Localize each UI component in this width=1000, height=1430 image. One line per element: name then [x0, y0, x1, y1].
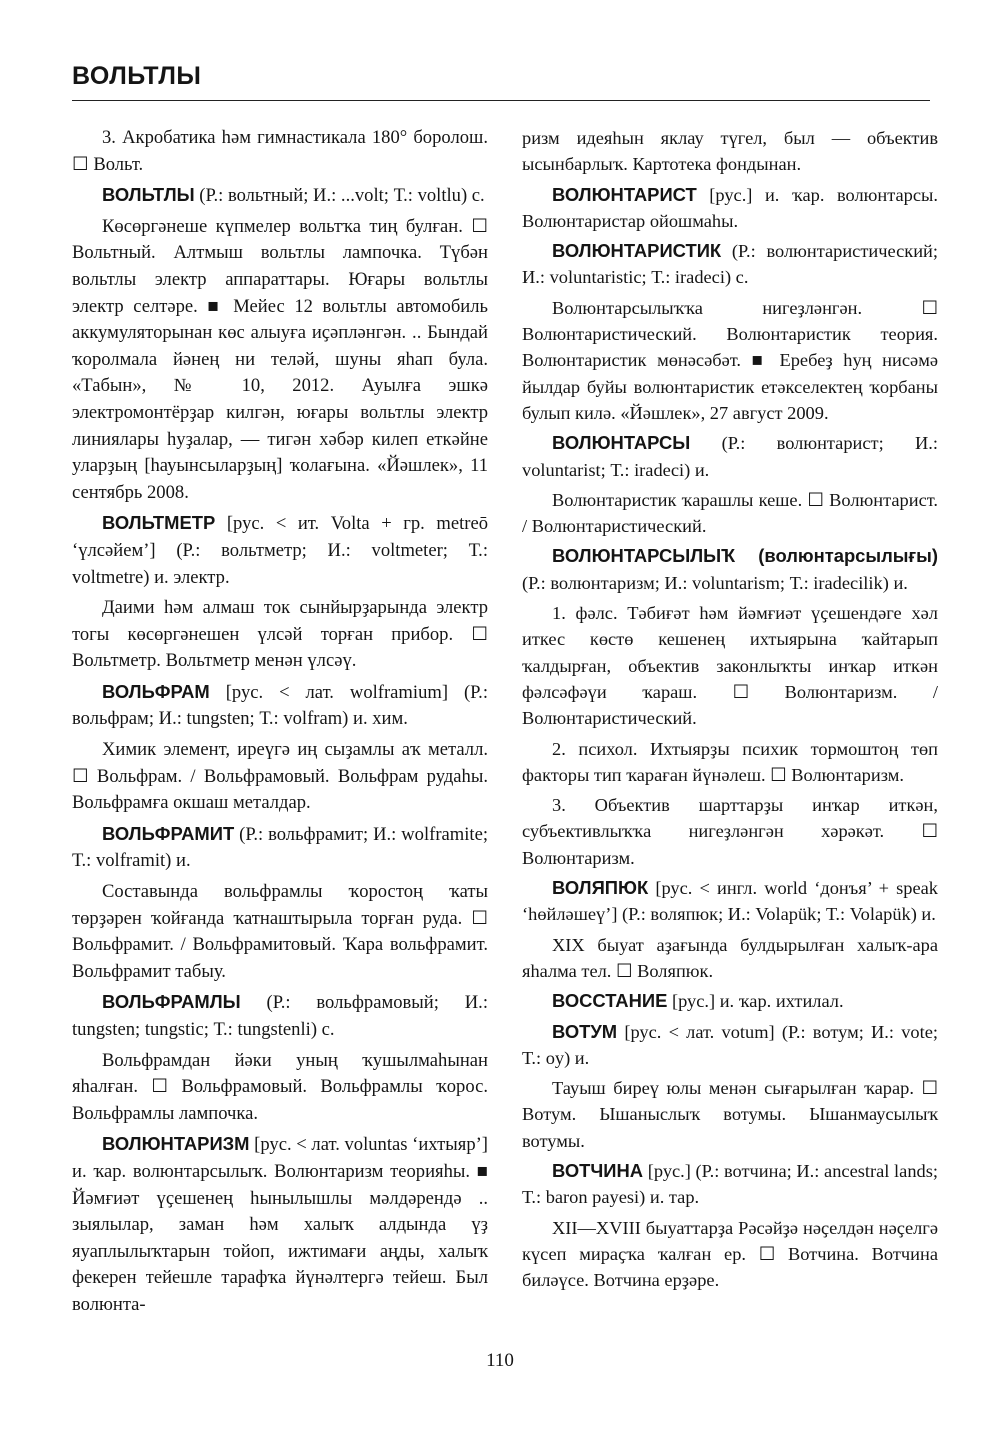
entry-paragraph — [522, 125, 938, 178]
entry-text: Көсөргәнеше күпмелер вольтҡа тиң булған. ☐ Вольтный. Алтмыш вольтлы лампочка. Түбән вольтлы электр аппараттары. Юғары вольтлы электр селтәре. ■ Мейес 12 вольтлы автомобиль аккумуляторынан көс алыуға иҫәпләнгән. .. Бындай ҡоролмала йәнең ни теләй, шуны яһап була. «Табын», № 10, 2012. Ауылға эшкә электромонтёрҙар килгән, юғары вольтлы электр линиялары һуҙалар, — тигән хәбәр килеп еткәйне уларҙың [һауынсыларҙың] ҡолағына. «Йәшлек», 11 сентябрь 2008. — [72, 215, 488, 503]
entry-paragraph — [72, 1048, 488, 1128]
entry-text: 3. Акробатика һәм гимнастикала 180° боролош. ☐ Вольт. — [72, 127, 488, 175]
entry-text: (Р.: волюнтаризм; И.: voluntarism; Т.: iradecilik) и. — [522, 572, 908, 593]
page-number: 110 — [486, 1350, 514, 1371]
entry-text: 1. фәлс. Тәбиғәт һәм йәмғиәт үҫешендәге хәл иткес көстө кешенең ихтыярына ҡайтарып ҡалдырған, объектив законлыҡты инҡар иткән фәлсәфәүи ҡараш. ☐ Волюнтаризм. / Волюнтаристический. — [522, 603, 938, 729]
entry-text: XIX быуат аҙағында булдырылған халыҡ-ара яһалма тел. ☐ Воляпюк. — [522, 934, 938, 981]
entry-text: 2. психол. Ихтыярҙы психик тормоштоң төп факторы тип ҡараған йүнәлеш. ☐ Волюнтаризм. — [522, 738, 938, 785]
entry-paragraph — [522, 487, 938, 540]
entry-headword: ВОЛЮНТАРИСТИК — [552, 240, 722, 262]
entry-headword: ВОЛЬТМЕТР — [102, 512, 216, 534]
dictionary-entry — [522, 430, 938, 483]
entry-paragraph — [72, 879, 488, 985]
entry-paragraph — [522, 792, 938, 871]
entry-text: [рус. < лат. voluntas ‘ихтыяр’] и. ҡар. волюнтарсылыҡ. Волюнтаризм теорияһы. ■ Йәмғиәт үҫешенең һынылышлы мәлдәрендә .. зыялылар, заман һәм халыҡ алдында үҙ яуаплылыҡтарын тойоп, ижтимағи аңды, халыҡ фекерен тейешле тарафҡа йүнәлтергә тейеш. Был волюнта- — [72, 1134, 488, 1315]
dictionary-entry — [72, 182, 488, 210]
entry-text: [рус. < лат. wolframium] (Р.: вольфрам; И.: tungsten; Т.: volfram) и. хим. — [72, 681, 488, 730]
entry-text: Даими һәм алмаш ток сынйырҙарында электр тогы көсөргәнешен үлсәй торған прибор. ☐ Вольтметр. Вольтметр менән үлсәү. — [72, 597, 488, 672]
entry-headword: ВОЛЮНТАРИЗМ — [102, 1133, 250, 1155]
entry-headword: ВОЛЮНТАРСЫ — [552, 432, 691, 454]
dictionary-entry — [72, 821, 488, 875]
entry-text: Тауыш биреү юлы менән сығарылған ҡарар. ☐ Вотум. Ышаныслыҡ вотумы. Ышанмаусылыҡ вотумы. — [522, 1078, 938, 1151]
entry-text: Волюнтаристик ҡарашлы кеше. ☐ Волюнтарист. / Волюнтаристический. — [522, 489, 938, 537]
entry-text: Химик элемент, иреүгә иң сыҙамлы аҡ металл. ☐ Вольфрам. / Вольфрамовый. Вольфрам рудаһы. Вольфрамға окшаш металдар. — [72, 739, 488, 814]
running-header-title: ВОЛЬТЛЫ — [72, 62, 202, 90]
entry-paragraph — [522, 932, 938, 985]
dictionary-entry — [522, 988, 938, 1014]
entry-text: ризм идеяһын яклау түгел, был — объектив ысынбарлыҡ. Картотека фондынан. — [522, 128, 938, 175]
entry-paragraph — [72, 214, 488, 507]
entry-text: [рус.] (Р.: вотчина; И.: ancestral lands; Т.: baron payesi) и. тар. — [522, 1160, 938, 1208]
entry-text: [рус. < ит. Volta + гр. metreō ‘үлсәйем’] (Р.: вольтметр; И.: voltmeter; Т.: voltmetre) и. электр. — [72, 513, 488, 588]
entry-headword: ВОЛЬФРАМЛЫ — [102, 991, 241, 1013]
dictionary-entry — [522, 1158, 938, 1211]
entry-paragraph — [522, 295, 938, 426]
right-column — [522, 125, 938, 1297]
entry-headword: ВОЛЬФРАМ — [102, 680, 210, 702]
header-rule — [72, 100, 930, 101]
entry-paragraph — [522, 1215, 938, 1294]
entry-headword: ВОТЧИНА — [552, 1159, 644, 1181]
entry-text: 3. Объектив шарттарҙы инҡар иткән, субъективлыҡҡа нигеҙләнгән хәрәкәт. ☐ Волюнтаризм. — [522, 795, 938, 868]
entry-text: (Р.: вольфрамовый; И.: tungsten; tungstic; Т.: tungstenli) с. — [72, 992, 488, 1040]
dictionary-entry — [522, 182, 938, 235]
entry-text: XII—XVIII быуаттарҙа Рәсәйҙә нәҫелдән нәҫелгә күсеп мираҫҡа ҡалған ер. ☐ Вотчина. Вотчина биләүсе. Вотчина ерҙәре. — [522, 1217, 938, 1291]
entry-text: (Р.: вольтный; И.: ...volt; Т.: voltlu) с. — [194, 185, 485, 207]
entry-text: Составында вольфрамлы ҡоростоң ҡаты төрҙәрен ҡойғанда ҡатнаштырыла торған руда. ☐ Вольфрамит. / Вольфрамитовый. Ҡара вольфрамит. Вольфрамит табыу. — [72, 881, 488, 982]
entry-paragraph — [522, 600, 938, 731]
entry-text: (Р.: вольфрамит; И.: wolframite; Т.: volframit) и. — [72, 823, 488, 872]
dictionary-entry — [72, 679, 488, 733]
dictionary-entry — [522, 875, 938, 928]
entry-text: Волюнтарсылыҡҡа нигеҙләнгән. ☐ Волюнтаристический. Волюнтаристик теория. Волюнтаристик мөнәсәбәт. ■ Еребеҙ һуң нисәмә йылдар буйы волюнтаристик етәкселектең ҡорбаны булып килә. «Йәшлек», 27 август 2009. — [522, 297, 938, 423]
left-column — [72, 125, 488, 1323]
entry-headword: ВОЛЬФРАМИТ — [102, 822, 235, 844]
entry-text: (Р.: волюнтаристический; И.: voluntaristic; Т.: iradeci) с. — [522, 241, 938, 288]
entry-text: [рус.] и. ҡар. ихтилал. — [667, 991, 844, 1012]
entry-paragraph — [522, 1075, 938, 1154]
dictionary-entry — [72, 510, 488, 591]
entry-text: (Р.: волюнтарист; И.: voluntarist; Т.: iradeci) и. — [522, 433, 938, 480]
entry-headword: ВОЛЮНТАРИСТ — [552, 183, 697, 205]
dictionary-entry — [522, 543, 938, 596]
entry-text: [рус. < ингл. world ‘донъя’ + speak ‘һөйләшеү’] (Р.: воляпюк; И.: Volapük; Т.: Volapük) и. — [522, 878, 938, 925]
entry-text: [рус.] и. ҡар. волюнтарсы. Волюнтаристар ойошмаһы. — [522, 184, 938, 231]
entry-paragraph — [522, 736, 938, 789]
entry-paragraph — [72, 125, 488, 178]
entry-headword: ВОЛЯПЮК — [552, 877, 649, 899]
entry-headword: ВОЛЬТЛЫ — [102, 184, 195, 206]
entry-headword: ВОССТАНИЕ — [552, 990, 668, 1012]
entry-paragraph — [72, 737, 488, 817]
entry-headword: ВОТУМ — [552, 1020, 618, 1042]
entry-paragraph — [72, 595, 488, 675]
dictionary-entry — [522, 1019, 938, 1072]
entry-headword: ВОЛЮНТАРСЫЛЫҠ (волюнтарсылығы) — [552, 545, 938, 567]
dictionary-entry — [72, 1131, 488, 1318]
dictionary-entry — [72, 989, 488, 1043]
dictionary-entry — [522, 238, 938, 291]
entry-text: Вольфрамдан йәки уның ҡушылмаһынан яһалған. ☐ Вольфрамовый. Вольфрамлы ҡорос. Вольфрамлы лампочка. — [72, 1049, 488, 1124]
entry-text: [рус. < лат. votum] (Р.: вотум; И.: vote; Т.: oy) и. — [522, 1021, 938, 1068]
